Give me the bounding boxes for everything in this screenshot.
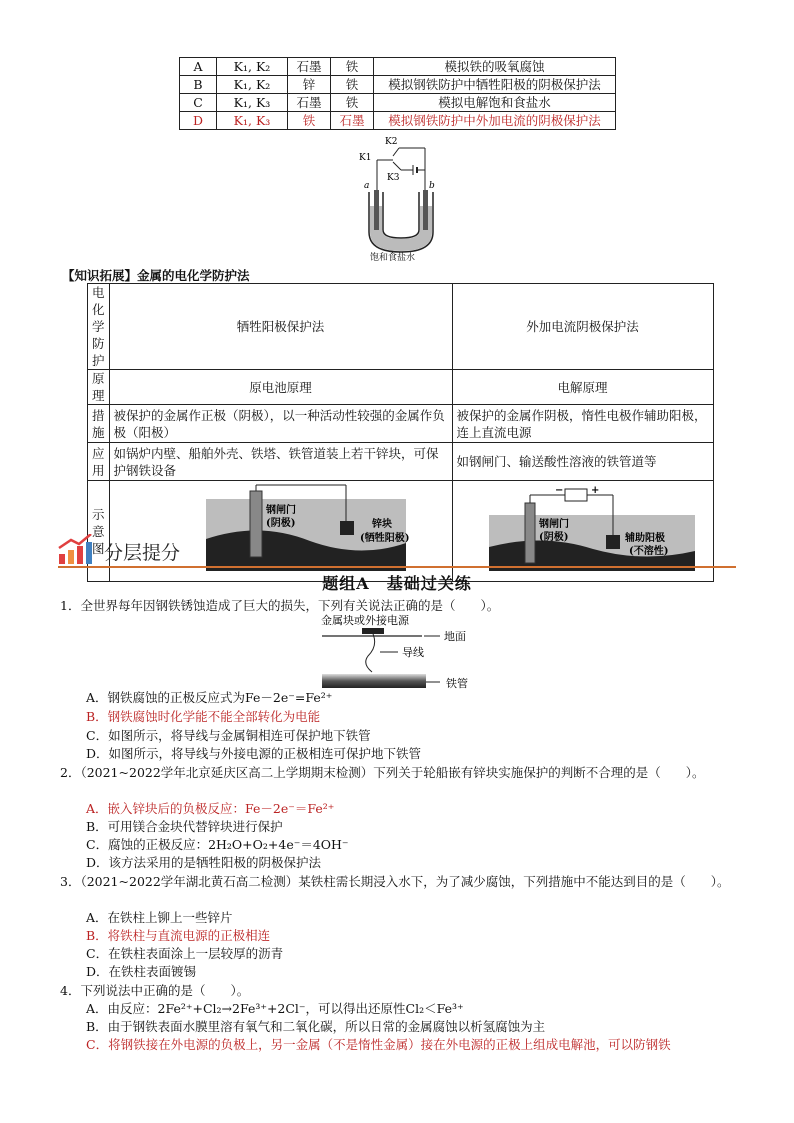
options-table [179,57,616,130]
gate-label: 钢闸门 [265,505,296,516]
cell: 如钢闸门、输送酸性溶液的铁管道等 [452,443,713,481]
q2-option-c: C．腐蚀的正极反应：2H₂O+O₂+4e⁻＝4OH⁻ [86,837,349,852]
knowledge-table [87,283,714,582]
q1-option-d: D．如图所示，将导线与外接电源的正极相连可保护地下铁管 [86,746,422,761]
q1-option-b: B．钢铁腐蚀时化学能不能全部转化为电能 [86,709,321,724]
q2-option-d: D．该方法采用的是牺牲阳极的阴极保护法 [86,855,322,870]
pipe-diagram [316,612,491,692]
table-row [180,76,616,94]
k2-label: K2 [385,137,398,147]
question-1-stem: 1．全世界每年因钢铁锈蚀造成了巨大的损失，下列有关说法正确的是（ ）。 [60,598,500,613]
table-row [88,370,714,405]
row-label: 原理 [88,370,110,405]
question-4-stem: 4．下列说法中正确的是（ ）。 [60,983,250,998]
electrode-b-label: b [429,181,435,191]
electrode-b: 石墨 [331,112,374,130]
table-row [88,284,714,370]
electrode-a: 石墨 [288,58,331,76]
cell: 被保护的金属作阴极，惰性电极作辅助阳极，连上直流电源 [452,405,713,443]
table-row [88,405,714,443]
u-tube-apparatus [355,134,445,264]
anode-sub-label: (不溶性) [628,546,668,557]
switch-cell: K₁, K₃ [217,94,288,112]
row-letter: D [180,112,217,130]
question-2-stem: 2．（2021~2022学年北京延庆区高二上学期期末检测）下列关于轮船嵌有锌块实施保护的判断不合理的是（ ）。 [60,765,705,780]
cell: 被保护的金属作正极（阴极），以一种活动性较强的金属作负极（阳极） [109,405,452,443]
table-row [180,112,616,130]
k3-label: K3 [387,173,400,183]
row-letter: B [180,76,217,94]
q3-option-c: C．在铁柱表面涂上一层较厚的沥青 [86,946,284,961]
header-cell: 电化学防护 [88,284,110,370]
k1-label: K1 [359,153,372,163]
knowledge-title: 【知识拓展】金属的电化学防护法 [62,268,250,283]
electrode-a: 石墨 [288,94,331,112]
switch-cell: K₁, K₂ [217,76,288,94]
ground-label: 地面 [444,630,466,643]
cell: 原电池原理 [109,370,452,405]
anode-label: 辅助阳极 [624,533,665,544]
minus-sign: − [554,485,563,496]
question-3-stem: 3．（2021~2022学年湖北黄石高二检测）某铁柱需长期浸入水下，为了减少腐蚀，下列措施中不能达到目的是（ ）。 [60,874,730,889]
wire-label: 导线 [402,646,424,659]
row-label: 措施 [88,405,110,443]
plus-sign: + [590,485,599,496]
cell: 如锅炉内壁、船舶外壳、铁塔、铁管道装上若干锌块，可保护钢铁设备 [109,443,452,481]
q2-option-b: B．可用镁合金块代替锌块进行保护 [86,819,283,834]
electrode-a-label: a [364,181,370,191]
impressed-current-diagram [453,481,713,577]
electrode-a: 铁 [288,112,331,130]
header-cell: 牺牲阳极保护法 [109,284,452,370]
switch-cell: K₁, K₂ [217,58,288,76]
q4-option-c: C．将钢铁接在外电源的负极上，另一金属（不是惰性金属）接在外电源的正极上组成电解池，可以防钢铁 [86,1037,671,1052]
q2-option-a: A．嵌入锌块后的负极反应：Fe－2e⁻＝Fe²⁺ [86,801,335,816]
metal-source-label: 金属块或外接电源 [321,614,409,627]
growth-chart-icon [57,534,95,566]
table-row [180,94,616,112]
apparatus-caption: 饱和食盐水 [370,253,416,263]
switch-cell: K₁, K₃ [217,112,288,130]
row-label: 示意图 [88,481,110,582]
q3-option-a: A．在铁柱上铆上一些锌片 [86,910,233,925]
q3-option-b: B．将铁柱与直流电源的正极相连 [86,928,271,943]
description: 模拟电解饱和食盐水 [374,94,616,112]
q4-option-b: B．由于钢铁表面水膜里溶有氧气和二氧化碳，所以日常的金属腐蚀以析氢腐蚀为主 [86,1019,546,1034]
gate-sub-label: (阴极) [265,518,295,529]
zinc-label: 锌块 [371,519,392,530]
q3-option-d: D．在铁柱表面镀锡 [86,964,197,979]
description: 模拟铁的吸氧腐蚀 [374,58,616,76]
electrode-b: 铁 [331,94,374,112]
electrode-b: 铁 [331,58,374,76]
header-cell: 外加电流阴极保护法 [452,284,713,370]
group-title: 题组A 基础过关练 [322,574,472,593]
q1-option-c: C．如图所示，将导线与金属铜相连可保护地下铁管 [86,728,371,743]
row-label: 应用 [88,443,110,481]
pipe-label: 铁管 [446,677,468,690]
table-row [88,443,714,481]
description: 模拟钢铁防护中外加电流的阴极保护法 [374,112,616,130]
row-letter: C [180,94,217,112]
q1-option-a: A．钢铁腐蚀的正极反应式为Fe－2e⁻=Fe²⁺ [86,690,333,705]
q4-option-a: A．由反应：2Fe²⁺+Cl₂→2Fe³⁺+2Cl⁻，可以得出还原性Cl₂＜Fe³⁺ [86,1001,464,1016]
gate-sub-label: (阴极) [538,532,568,543]
description: 模拟钢铁防护中牺牲阳极的阴极保护法 [374,76,616,94]
electrode-b: 铁 [331,76,374,94]
cell: 电解原理 [452,370,713,405]
banner-divider [58,566,736,568]
table-row [180,58,616,76]
row-letter: A [180,58,217,76]
gate-label: 钢闸门 [538,519,569,530]
zinc-sub-label: (牺牲阳极) [359,533,409,544]
section-banner-title: 分层提分 [104,542,181,564]
electrode-a: 锌 [288,76,331,94]
